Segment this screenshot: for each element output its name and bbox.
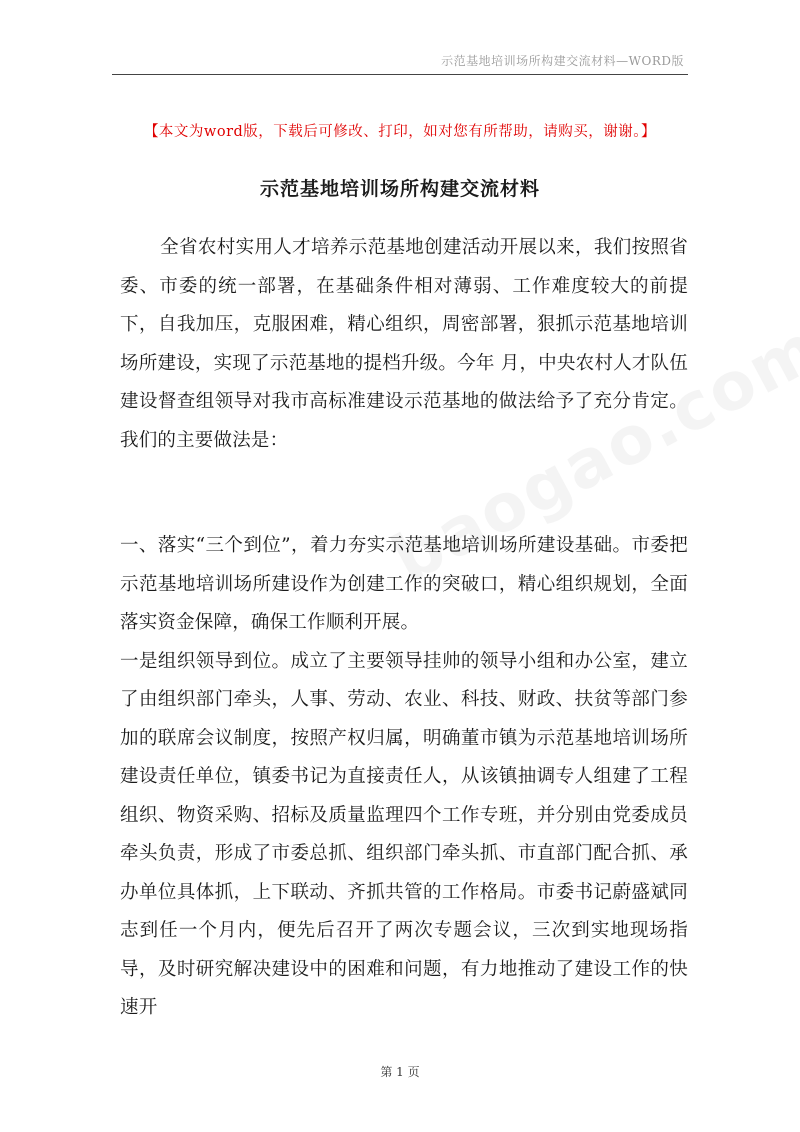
- intro-text: 全省农村实用人才培养示范基地创建活动开展以来，我们按照省委、市委的统一部署，在基础条件相对薄弱、工作难度较大的前提下，自我加压，克服困难，精心组织，周密部署，狠抓示范基地培训场所建设，实现了示范基地的提档升级。今年 月，中央农村人才队伍建设督查组领导对我市高标准建设示范基地的做法给予了充分肯定。我们的主要做法是：: [120, 237, 688, 451]
- purchase-notice: 【本文为word版，下载后可修改、打印，如对您有所帮助，请购买，谢谢。】: [143, 124, 657, 140]
- document-title: 示范基地培训场所构建交流材料: [259, 178, 540, 200]
- section-1-point-1: 一是组织领导到位。成立了主要领导挂帅的领导小组和办公室，建立了由组织部门牵头，人事、劳动、农业、科技、财政、扶贫等部门参加的联席会议制度，按照产权归属，明确董市镇为示范基地培训场所建设责任单位，镇委书记为直接责任人，从该镇抽调专人组建了工程组织、物资采购、招标及质量监理四个工作专班，并分别由党委成员牵头负责，形成了市委总抓、组织部门牵头抓、市直部门配合抓、承办单位具体抓，上下联动、齐抓共管的工作格局。市委书记蔚盛斌同志到任一个月内，便先后召开了两次专题会议，三次到实地现场指导，及时研究解决建设中的困难和问题，有力地推动了建设工作的快速开: [120, 650, 688, 1018]
- section-1-heading: 一、落实“三个到位”，着力夯实示范基地培训场所建设基础。市委把示范基地培训场所建设作为创建工作的突破口，精心组织规划，全面落实资金保障，确保工作顺利开展。: [120, 535, 688, 633]
- running-header: 示范基地培训场所构建交流材料—WORD版: [441, 54, 684, 68]
- page-number: 第 1 页: [380, 1065, 420, 1079]
- intro-section: [120, 229, 688, 460]
- header-divider: [112, 74, 688, 75]
- intro-paragraph: [120, 229, 688, 460]
- section-1: [120, 527, 688, 1028]
